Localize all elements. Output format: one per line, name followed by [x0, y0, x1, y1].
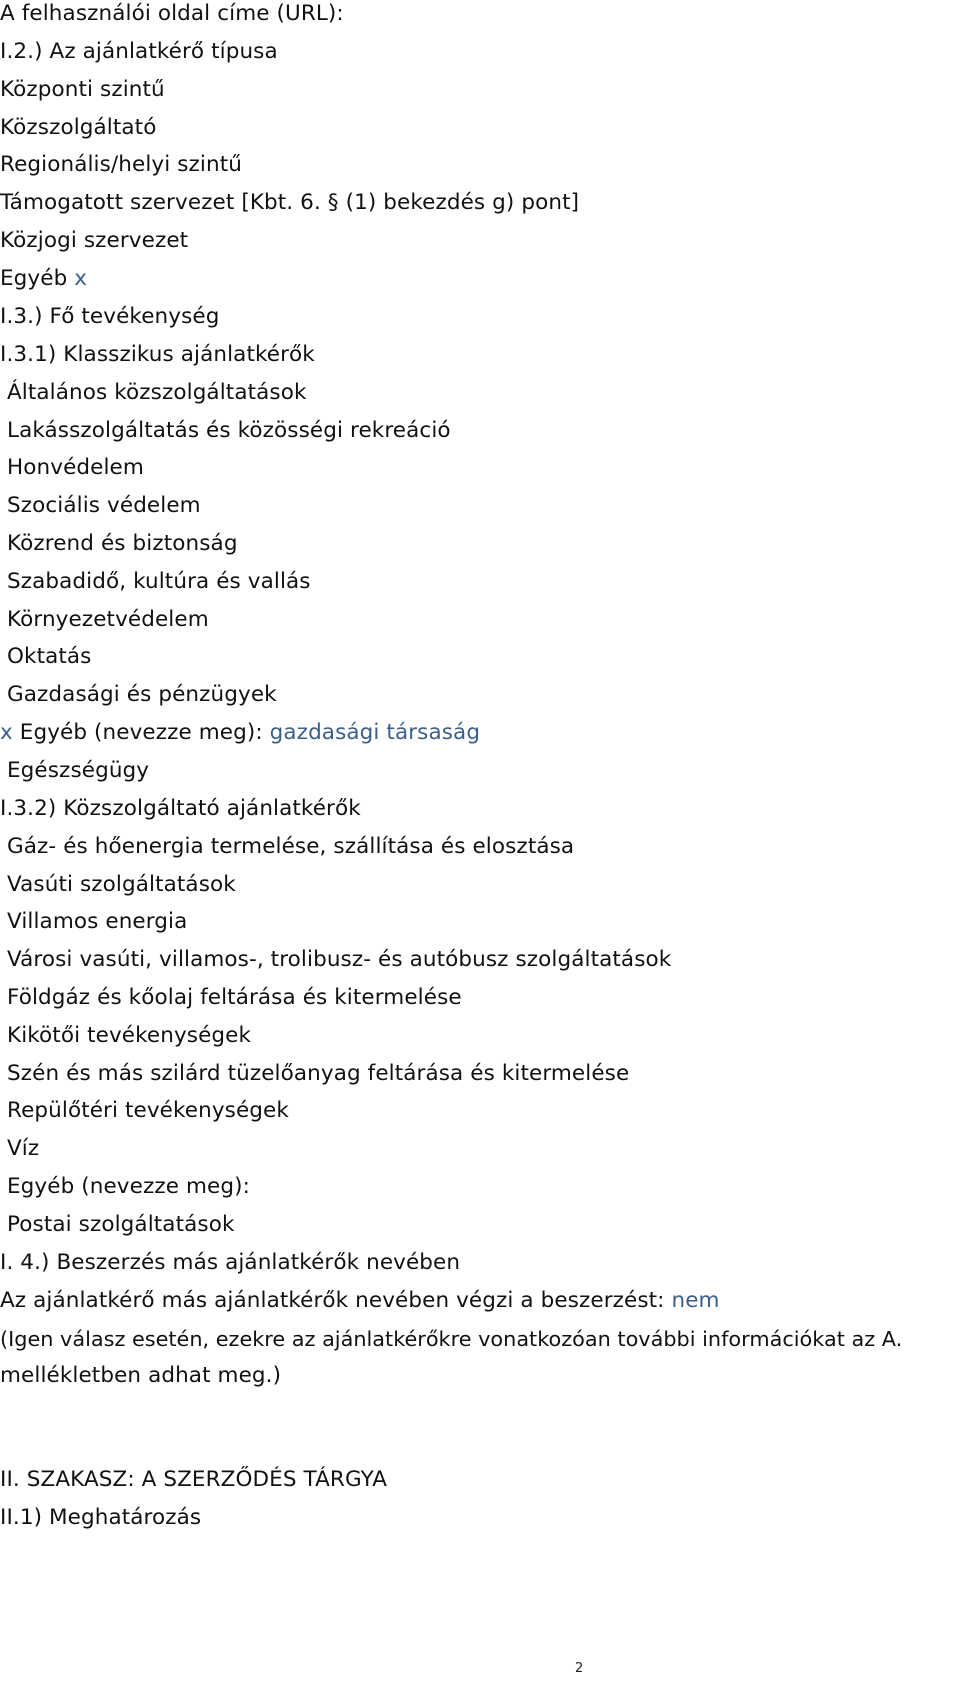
section-i4-heading: I. 4.) Beszerzés más ajánlatkérők nevében	[0, 1250, 461, 1275]
url-label: A felhasználói oldal címe (URL):	[0, 1, 344, 26]
option-public-service: Közszolgáltató	[0, 115, 157, 140]
joint-procurement-question	[0, 1287, 720, 1315]
option-central: Központi szintű	[0, 77, 165, 102]
section-i2-heading: I.2.) Az ajánlatkérő típusa	[0, 39, 278, 64]
activity-housing: Lakásszolgáltatás és közösségi rekreáció	[7, 418, 451, 443]
option-supported-org: Támogatott szervezet [Kbt. 6. § (1) bekezdés g) pont]	[0, 190, 580, 215]
joint-procurement-answer: nem	[671, 1288, 720, 1313]
section-i3-heading: I.3.) Fő tevékenység	[0, 304, 220, 329]
joint-procurement-note-1: (Igen válasz esetén, ezekre az ajánlatkérőkre vonatkozóan további információkat az A.	[0, 1327, 903, 1351]
option-other-label: Egyéb	[0, 266, 68, 291]
joint-procurement-text: Az ajánlatkérő más ajánlatkérők nevében végzi a beszerzést:	[0, 1288, 665, 1313]
utility-airport: Repülőtéri tevékenységek	[7, 1098, 289, 1123]
activity-general: Általános közszolgáltatások	[7, 380, 307, 405]
activity-public-order: Közrend és biztonság	[7, 531, 238, 556]
activity-health: Egészségügy	[7, 758, 150, 783]
section-ii1-heading: II.1) Meghatározás	[0, 1505, 202, 1530]
utility-coal: Szén és más szilárd tüzelőanyag feltárása és kitermelése	[7, 1061, 630, 1086]
activity-other	[0, 719, 480, 747]
activity-other-mark: x	[0, 720, 13, 745]
activity-defence: Honvédelem	[7, 455, 144, 480]
option-other-mark: x	[74, 266, 88, 291]
section-i31-heading: I.3.1) Klasszikus ajánlatkérők	[0, 342, 315, 367]
section-ii-heading: II. SZAKASZ: A SZERZŐDÉS TÁRGYA	[0, 1467, 388, 1492]
option-other	[0, 265, 87, 293]
utility-postal: Postai szolgáltatások	[7, 1212, 235, 1237]
joint-procurement-note-2: mellékletben adhat meg.)	[0, 1363, 282, 1388]
activity-environment: Környezetvédelem	[7, 607, 209, 632]
activity-social: Szociális védelem	[7, 493, 201, 518]
utility-port: Kikötői tevékenységek	[7, 1023, 252, 1048]
utility-water: Víz	[7, 1136, 40, 1161]
activity-other-value: gazdasági társaság	[269, 720, 481, 745]
utility-other: Egyéb (nevezze meg):	[7, 1174, 250, 1199]
utility-gas-oil: Földgáz és kőolaj feltárása és kitermelése	[7, 985, 462, 1010]
utility-gas-heat: Gáz- és hőenergia termelése, szállítása és elosztása	[7, 834, 575, 859]
activity-other-label: Egyéb (nevezze meg):	[19, 720, 263, 745]
activity-economy: Gazdasági és pénzügyek	[7, 682, 277, 707]
utility-railway: Vasúti szolgáltatások	[7, 872, 236, 897]
utility-electricity: Villamos energia	[7, 909, 188, 934]
activity-education: Oktatás	[7, 644, 92, 669]
page-number: 2	[575, 1661, 584, 1676]
option-regional: Regionális/helyi szintű	[0, 152, 242, 177]
section-i32-heading: I.3.2) Közszolgáltató ajánlatkérők	[0, 796, 361, 821]
option-public-law: Közjogi szervezet	[0, 228, 189, 253]
utility-urban-transport: Városi vasúti, villamos-, trolibusz- és autóbusz szolgáltatások	[7, 947, 672, 972]
activity-leisure: Szabadidő, kultúra és vallás	[7, 569, 311, 594]
